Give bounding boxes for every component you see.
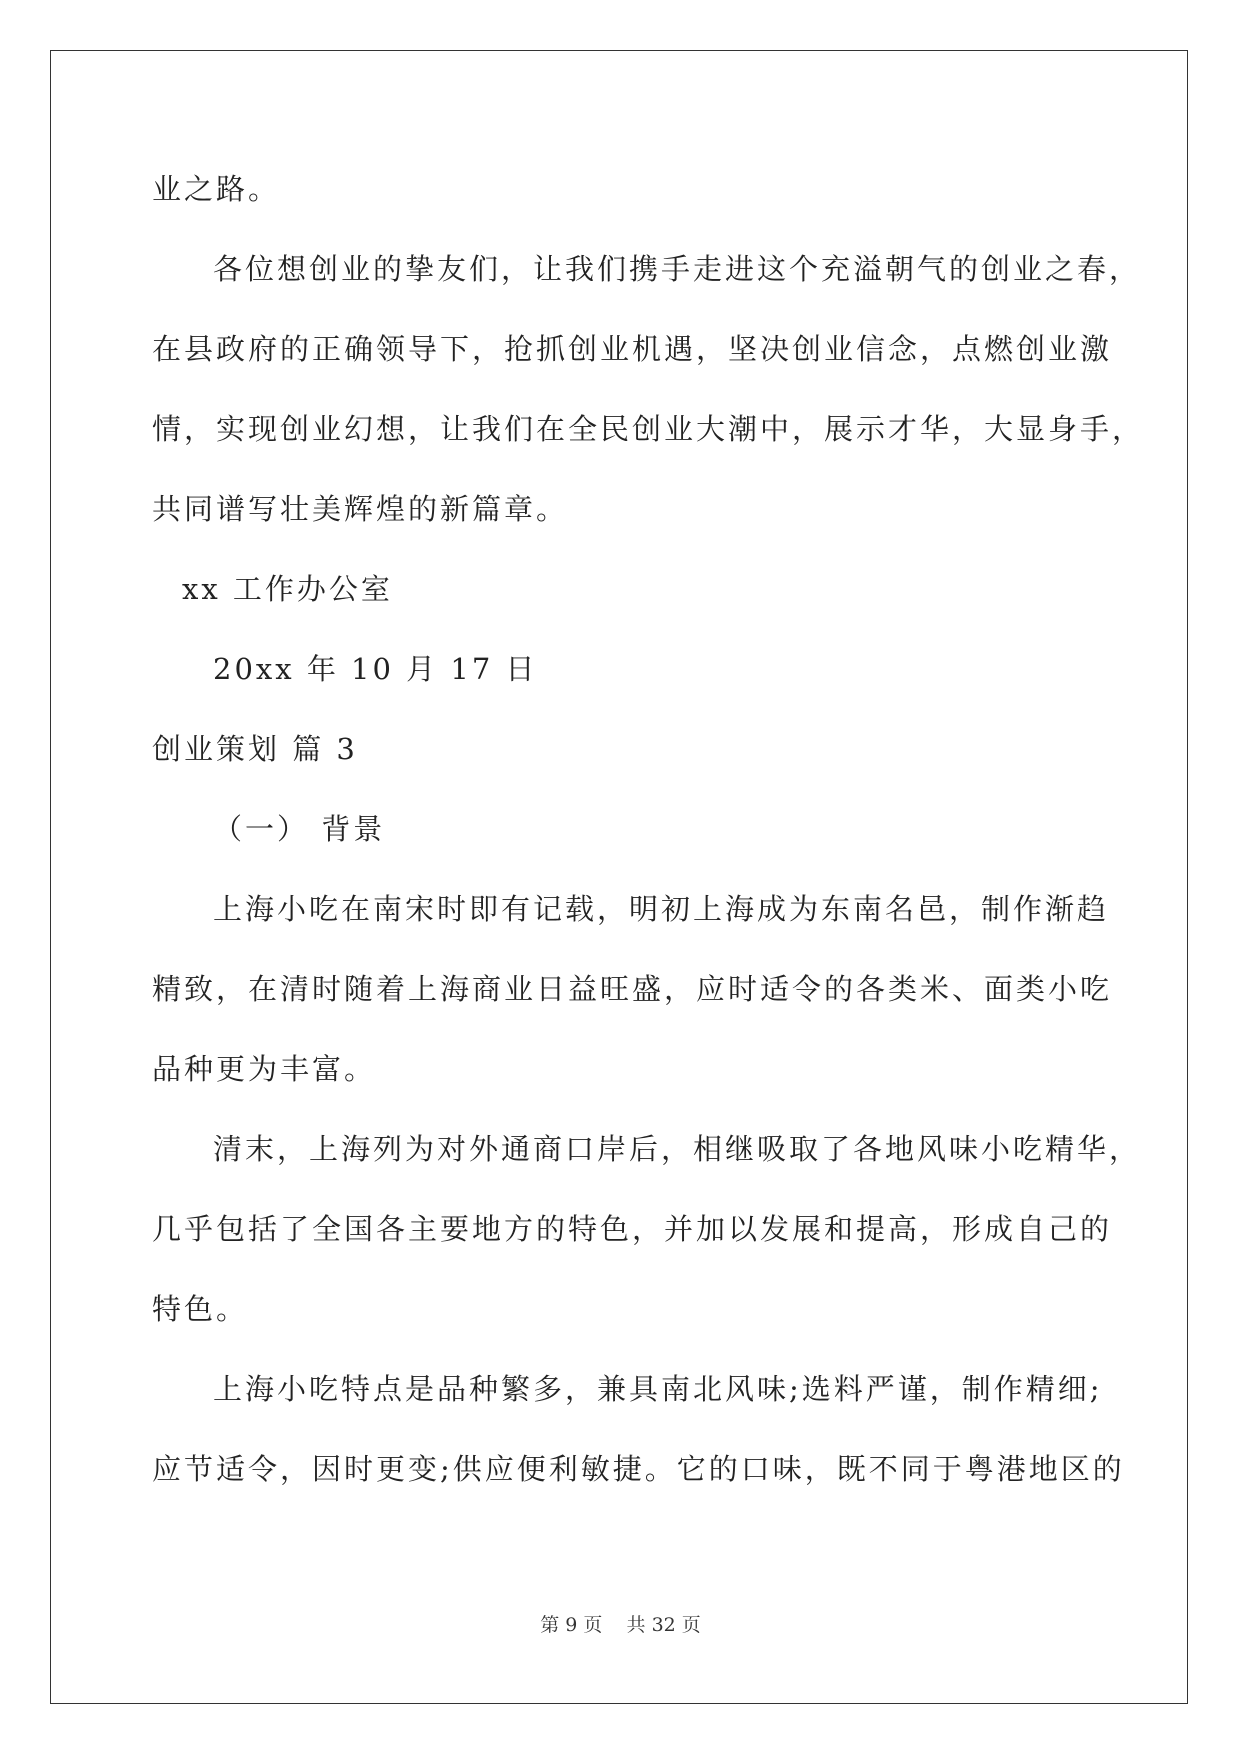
text-line: 几乎包括了全国各主要地方的特色，并加以发展和提高，形成自己的 <box>152 1212 1113 1246</box>
text-line: 共同谱写壮美辉煌的新篇章。 <box>152 492 569 526</box>
text-line: 在县政府的正确领导下，抢抓创业机遇，坚决创业信念，点燃创业激 <box>152 332 1113 366</box>
text-line: 上海小吃特点是品种繁多，兼具南北风味;选料严谨，制作精细; <box>213 1372 1103 1406</box>
text-line: 各位想创业的挚友们，让我们携手走进这个充溢朝气的创业之春， <box>213 252 1142 286</box>
text-line: 精致，在清时随着上海商业日益旺盛，应时适令的各类米、面类小吃 <box>152 972 1113 1006</box>
page-number-footer: 第 9 页 共 32 页 <box>540 1614 701 1636</box>
text-line: 品种更为丰富。 <box>152 1052 377 1086</box>
subsection-heading: （一） 背景 <box>213 812 386 846</box>
text-line: 上海小吃在南宋时即有记载，明初上海成为东南名邑，制作渐趋 <box>213 892 1110 926</box>
text-line: 应节适令，因时更变;供应便利敏捷。它的口味，既不同于粤港地区的 <box>152 1452 1125 1486</box>
date-line: 20xx 年 10 月 17 日 <box>213 652 538 686</box>
office-signature: xx 工作办公室 <box>182 572 393 606</box>
text-line: 情，实现创业幻想，让我们在全民创业大潮中，展示才华，大显身手， <box>152 412 1145 446</box>
text-line: 业之路。 <box>152 172 281 206</box>
section-heading: 创业策划 篇 3 <box>152 732 358 766</box>
text-line: 特色。 <box>152 1292 249 1326</box>
text-line: 清末，上海列为对外通商口岸后，相继吸取了各地风味小吃精华， <box>213 1132 1142 1166</box>
